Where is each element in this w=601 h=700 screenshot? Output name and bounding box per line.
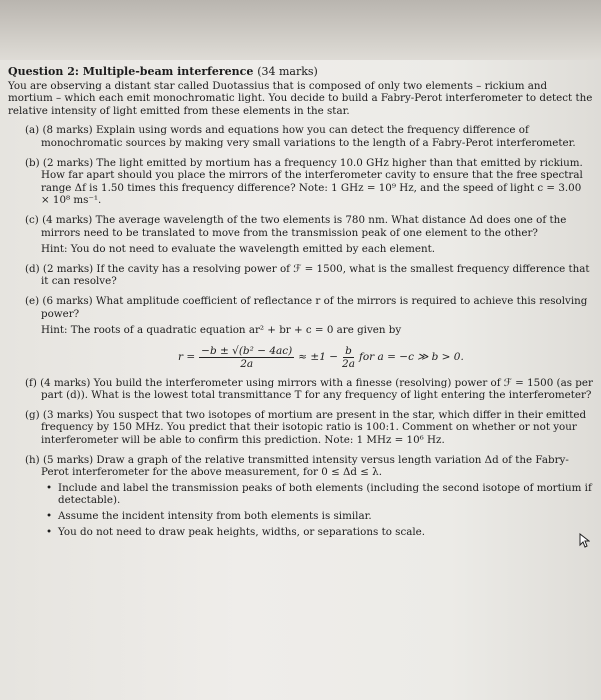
question-title: Question 2: Multiple-beam interference bbox=[8, 65, 254, 78]
part-f: (f) (4 marks) You build the interferometer using mirrors with a finesse (resolving) power of ℱ = 1500 (as per part (d)). What is the lowest total transmittance T for any frequency of light entering the interferometer? bbox=[25, 376, 593, 402]
mouse-cursor-icon bbox=[579, 533, 590, 548]
question-marks: (34 marks) bbox=[257, 65, 318, 78]
part-c-hint: Hint: You do not need to evaluate the wavelength emitted by each element. bbox=[41, 243, 436, 256]
formula-fraction-1: $\frac{\text{−b ± √(b² − 4ac)}}{2a}$ bbox=[201, 344, 293, 370]
quadratic-formula bbox=[178, 345, 593, 370]
part-a: (a) (8 marks) Explain using words and equations how you can detect the frequency difference of monochromatic sources by making very small variations to the length of a Fabry-Perot interferometer. bbox=[25, 124, 576, 149]
bullet-item: • Assume the incident intensity from both elements is similar. bbox=[46, 510, 593, 523]
bullet-item: • You do not need to draw peak heights, widths, or separations to scale. bbox=[46, 526, 593, 539]
part-b: (b) (2 marks) The light emitted by mortium has a frequency 10.0 GHz higher than that emitted by rickium. How far apart should you place the mirrors of the interferometer cavity to ensure that the free spectral range Δf is 1.50 times this frequency difference? Note: 1 GHz = 10⁹ Hz, and the speed of light c = 3.00 × 10⁸ ms⁻¹. bbox=[25, 156, 583, 207]
formula-approx: ≈ ±1 − bbox=[298, 350, 339, 363]
part-h-bullets bbox=[46, 482, 593, 538]
part-h: (h) (5 marks) Draw a graph of the relative transmitted intensity versus length variation Δd of the Fabry-Perot interferometer for the above measurement, for 0 ≤ Δd ≤ λ. bbox=[25, 453, 569, 479]
part-d: (d) (2 marks) If the cavity has a resolving power of ℱ = 1500, what is the smallest frequency difference that it can resolve? bbox=[25, 262, 590, 288]
part-c: (c) (4 marks) The average wavelength of the two elements is 780 nm. What distance Δd does one of the mirrors need to be translated to move from the transmission peak of one element to the other? bbox=[25, 213, 567, 239]
question-intro: You are observing a distant star called Duotassius that is composed of only two elements – rickium and mortium – which each emit monochromatic light. You decide to build a Fabry-Perot interferometer to detect the relative intensity of light emitted from these elements in the star. bbox=[8, 79, 593, 117]
part-e: (e) (6 marks) What amplitude coefficient of reflectance r of the mirrors is required to achieve this resolving power? bbox=[25, 294, 588, 320]
question-document bbox=[8, 66, 593, 538]
part-g: (g) (3 marks) You suspect that two isotopes of mortium are present in the star, which differ in their emitted frequency by 150 MHz. You predict that their isotopic ratio is 100:1. Comment on whether or not your interferometer will be able to confirm this prediction. Note: 1 MHz = 10⁶ Hz. bbox=[25, 408, 587, 447]
question-heading bbox=[8, 66, 593, 79]
formula-condition: for a = −c ≫ b > 0. bbox=[358, 350, 464, 363]
formula-lhs: r = bbox=[178, 350, 196, 363]
bullet-item: • Include and label the transmission peaks of both elements (including the second isotope of mortium if detectable). bbox=[46, 482, 593, 507]
part-e-hint: Hint: The roots of a quadratic equation ar² + br + c = 0 are given by bbox=[41, 324, 402, 337]
formula-fraction-2: $\frac{b}{2a}$ bbox=[342, 344, 355, 370]
